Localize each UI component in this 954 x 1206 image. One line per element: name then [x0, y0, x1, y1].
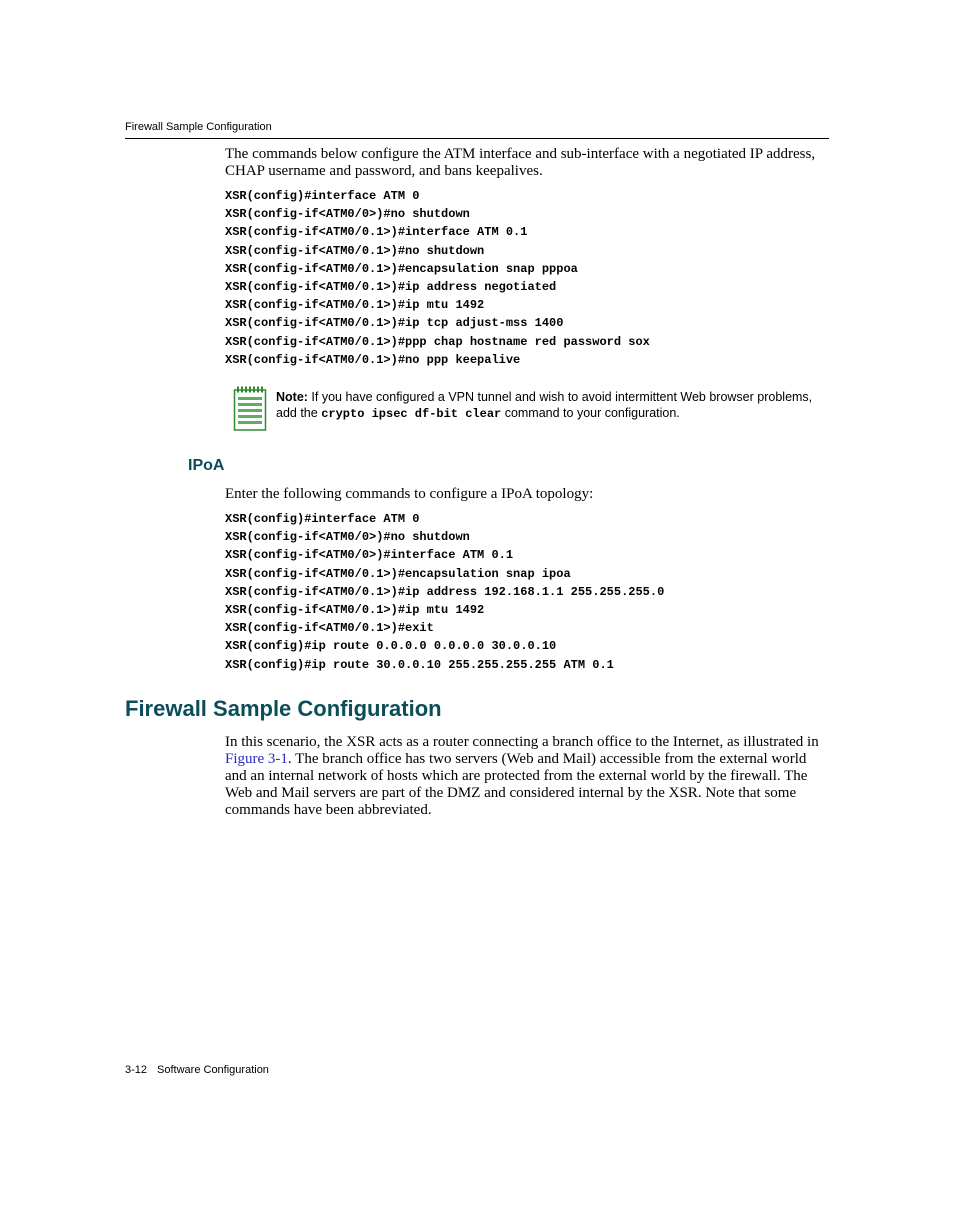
notepad-icon [233, 386, 267, 432]
note-text [276, 389, 836, 422]
note-text-after: command to your configuration. [501, 406, 680, 420]
section-heading-ipoa: IPoA [188, 457, 225, 474]
figure-link[interactable]: Figure 3-1 [225, 751, 288, 767]
code-line: XSR(config-if<ATM0/0>)#no shutdown [225, 207, 470, 222]
code-line: XSR(config-if<ATM0/0.1>)#encapsulation snap ipoa [225, 566, 571, 581]
code-line: XSR(config-if<ATM0/0>)#interface ATM 0.1 [225, 548, 514, 563]
intro-paragraph: The commands below configure the ATM interface and sub-interface with a negotiated IP address, CHAP username and password, and bans keepalives. [225, 146, 816, 179]
ipoa-intro-paragraph: Enter the following commands to configure a IPoA topology: [225, 486, 594, 502]
code-line: XSR(config-if<ATM0/0.1>)#ip mtu 1492 [225, 298, 485, 313]
code-line: XSR(config)#ip route 0.0.0.0 0.0.0.0 30.0.0.10 [225, 639, 557, 654]
note-label: Note: [276, 390, 308, 404]
page-number: 3-12 [125, 1064, 148, 1076]
section-heading-firewall: Firewall Sample Configuration [125, 696, 442, 721]
firewall-text-before: In this scenario, the XSR acts as a router connecting a branch office to the Internet, as illustrated in [225, 734, 819, 750]
page-footer [125, 1064, 269, 1076]
code-line: XSR(config)#interface ATM 0 [225, 512, 420, 526]
code-line: XSR(config-if<ATM0/0.1>)#ip address 192.168.1.1 255.255.255.0 [225, 584, 665, 599]
code-line: XSR(config-if<ATM0/0.1>)#no ppp keepalive [225, 352, 521, 367]
code-line: XSR(config-if<ATM0/0.1>)#ppp chap hostname red password sox [225, 334, 650, 349]
header-rule [125, 138, 829, 139]
code-line: XSR(config-if<ATM0/0.1>)#exit [225, 621, 434, 636]
firewall-paragraph [225, 734, 829, 819]
code-block-ipoa [225, 510, 664, 674]
firewall-text-after: . The branch office has two servers (Web and Mail) accessible from the external world and an internal network of hosts which are protected from the external world by the firewall. The Web and Mail servers are part of the DMZ and considered internal by the XSR. Note that some commands have been abbreviated. [225, 751, 808, 818]
code-line: XSR(config-if<ATM0/0.1>)#encapsulation snap pppoa [225, 261, 578, 276]
code-line: XSR(config-if<ATM0/0.1>)#interface ATM 0.1 [225, 225, 528, 240]
note-text-before: If you have configured a VPN tunnel and wish to avoid intermittent Web browser problems, add the [276, 390, 813, 420]
code-line: XSR(config-if<ATM0/0.1>)#ip mtu 1492 [225, 602, 485, 617]
note-command: crypto ipsec df-bit clear [321, 407, 502, 421]
code-line: XSR(config-if<ATM0/0.1>)#ip address negotiated [225, 279, 557, 294]
code-line: XSR(config-if<ATM0/0>)#no shutdown [225, 530, 470, 545]
code-line: XSR(config-if<ATM0/0.1>)#no shutdown [225, 243, 485, 258]
code-line: XSR(config)#ip route 30.0.0.10 255.255.255.255 ATM 0.1 [225, 657, 614, 672]
running-header: Firewall Sample Configuration [125, 121, 272, 133]
code-block-pppoa [225, 187, 650, 369]
footer-section: Software Configuration [157, 1064, 269, 1076]
code-line: XSR(config)#interface ATM 0 [225, 189, 420, 203]
code-line: XSR(config-if<ATM0/0.1>)#ip tcp adjust-mss 1400 [225, 316, 564, 331]
